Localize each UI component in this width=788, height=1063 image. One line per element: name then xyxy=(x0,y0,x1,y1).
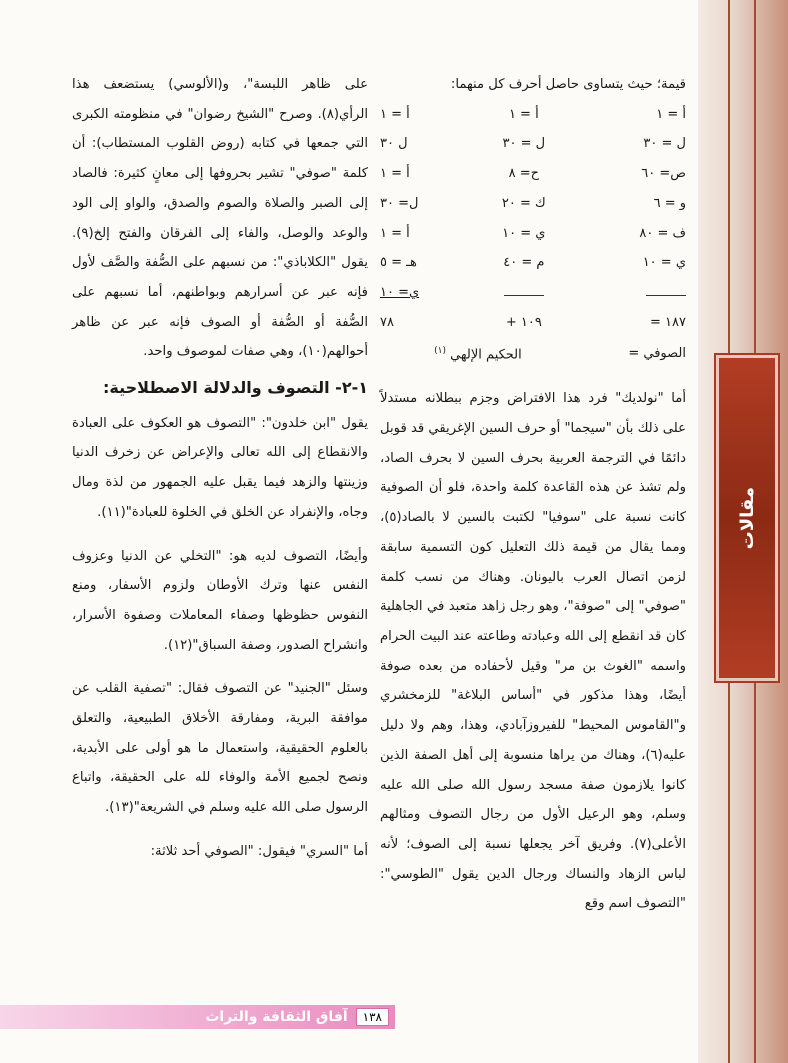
table-row: ل = ٣٠ ل = ٣٠ ل ٣٠ xyxy=(380,136,686,152)
page-footer xyxy=(0,1005,395,1029)
section-tab xyxy=(716,355,778,681)
right-column xyxy=(380,70,686,919)
table-row-totals: ١٨٧ = ١٠٩ + ٧٨ xyxy=(380,314,686,330)
table-row: و = ٦ ك = ٢٠ ل= ٣٠ xyxy=(380,195,686,211)
table-row: أ = ١ أ = ١ أ = ١ xyxy=(380,106,686,122)
formula-footnote: (١) xyxy=(434,346,446,357)
table-row: ف = ٨٠ ي = ١٠ أ = ١ xyxy=(380,225,686,241)
magazine-name: آفاق الثقافة والتراث xyxy=(205,1009,348,1025)
formula-right: الحكيم الإلهي xyxy=(450,347,522,363)
formula-row xyxy=(380,337,686,370)
table-row: ص= ٦٠ ح= ٨ أ = ١ xyxy=(380,166,686,182)
intro-text: قيمة؛ حيث يتساوى حاصل أحرف كل منهما: xyxy=(450,77,686,92)
section-heading: ١-٢- التصوف والدلالة الاصطلاحية: xyxy=(103,378,368,398)
last-term: ي= ١٠ xyxy=(380,284,420,300)
left-column xyxy=(72,70,368,867)
decorative-side-band xyxy=(698,0,788,1063)
table-row-sum-line xyxy=(380,278,686,308)
body-paragraph: وأيضًا، التصوف لديه هو: "التخلي عن الدنيا وعزوف النفس عنها وترك الأوطان ولزوم الأسفار، ومنع النفوس حظوظها وصفاء المعاملات وصفوة الأسرار، وانشراح الصدور، وصفة السباق"(١٢). xyxy=(72,548,368,653)
body-paragraph: على ظاهر اللبسة"، و(الألوسي) يستضعف هذا الرأي(٨). وصرح "الشيخ رضوان" في منظومته الكبرى التي جمعها في كتابه (روض القلوب المستطاب): أن كلمة "صوفي" تشير بحروفها إلى معانٍ كثيرة: فالصاد إلى الصبر والصلاة والصوم والصدق، والواو إلى الود والوعد والوصل، والفاء إلى الفرقان والفتح إلخ(٩). يقول "الكلاباذي": من نسبهم على الصُّفة والصَّف لأول فإنه عبر عن أسرارهم وبواطنهم، أما نسبهم على الصُّفة أو الصُّفة أو الصوف فإنه عبر عن ظاهر أحوالهم(١٠)، وهي صفات لموصوف واحد. xyxy=(72,77,368,360)
body-paragraph: يقول "ابن خلدون": "التصوف هو العكوف على العبادة والانقطاع إلى الله تعالى والإعراض عن زخرف الدنيا وزينتها والزهد فيما يقبل عليه الجمهور من لذة ومال وجاه، والإنفراد عن الخلق في الخلوة للعبادة"(١١). xyxy=(72,415,368,520)
section-tab-label: مقالات xyxy=(736,486,758,550)
sum-line xyxy=(504,287,544,296)
body-paragraph: أما "السري" فيقول: "الصوفي أحد ثلاثة: xyxy=(150,843,368,859)
formula-left: الصوفي = xyxy=(628,345,686,361)
sum-line xyxy=(646,287,686,296)
body-paragraph: وسئل "الجنيد" عن التصوف فقال: "تصفية القلب عن موافقة البرية، ومفارقة الأخلاق الطبيعية، والتعلق بالعلوم الحقيقية، واستعمال ما هو أولى على الأبدية، ونصح لجميع الأمة والوفاء لله على الحقيقة، واتباع الرسول صلى الله عليه وسلم في الشريعة"(١٣). xyxy=(72,681,368,816)
page-number: ١٣٨ xyxy=(356,1008,389,1026)
body-paragraph: أما "نولديك" فرد هذا الافتراض وجزم ببطلانه مستدلاً على ذلك بأن "سيجما" أو حرف السين الإغريقي قد قوبل دائمًا في الترجمة العربية بحرف السين لا بحرف الصاد، ولم تشذ عن هذه القاعدة كلمة واحدة، فلو أن الصوفية كانت نسبة على "سوفيا" لكتبت بالسين لا بالصاد(٥)، ومما يقال من قيمة ذلك التعليل كون التسمية سابقة لزمن اتصال العرب باليونان. وهناك من نسب كلمة "صوفي" إلى "صوفة"، وهو رجل زاهد متعبد في الجاهلية كان قد انقطع إلى الله وعبادته وطاعته عند البيت الحرام واسمه "الغوث بن مر" وقيل لأحفاده من بعده صوفة أيضًا، وهذا مذكور في "أساس البلاغة" للزمخشري و"القاموس المحيط" للفيروزآبادي، وهذا، وهم ولا دليل عليه(٦)، وهناك من يراها منسوبة إلى أهل الصفة الذين كانوا يلازمون صفة مسجد رسول الله صلى الله عليه وسلم، وهو الرعيل الأول من رجال التصوف ومثالهم الأعلى(٧). وفريق آخر يجعلها نسبة إلى الصوف؛ لأنه لباس الزهاد والنساك ورجال الدين يقول "الطوسي": "التصوف اسم وقع xyxy=(380,391,686,912)
table-row: ي = ١٠ م = ٤٠ هـ = ٥ xyxy=(380,255,686,271)
letter-values-table xyxy=(380,100,686,371)
